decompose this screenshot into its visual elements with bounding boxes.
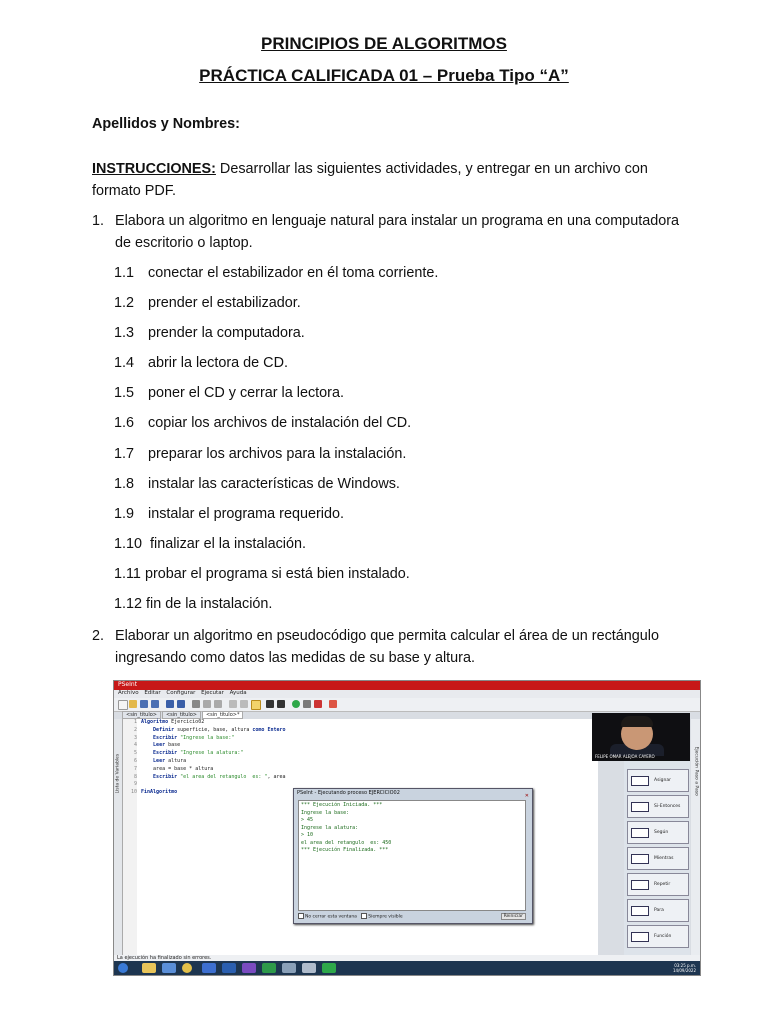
menu-ayuda[interactable]: Ayuda [229, 690, 247, 696]
excel-icon[interactable] [262, 963, 276, 973]
code-text: Algoritmo Ejercicio02 Definir superficie, base, altura como Entero Escribir "Ingrese la base:" Leer base Escribir "Ingrese la alatura:" Leer altura area = base * altura Escribir "el area del retangulo es: ", area FinAlgoritmo [141, 719, 286, 796]
status-text: La ejecución ha finalizado sin errores. [117, 955, 212, 961]
chrome-icon[interactable] [182, 963, 192, 973]
instructions-label: INSTRUCCIONES: [92, 161, 216, 177]
switch-button[interactable]: Según [627, 821, 689, 844]
step-item: 1.3 prender la computadora. [114, 325, 305, 341]
open-folder-icon[interactable] [129, 700, 137, 708]
explorer-icon[interactable] [142, 963, 156, 973]
menu-archivo[interactable]: Archivo [118, 690, 139, 696]
step-item: 1.5 poner el CD y cerrar la lectora. [114, 385, 344, 401]
step-by-step-tab[interactable]: Ejecución Paso a Paso [691, 719, 700, 955]
tab-file-2[interactable]: <sin_titulo> [162, 711, 201, 719]
app-title: PSeInt [118, 681, 138, 688]
help-icon[interactable] [329, 700, 337, 708]
while-button[interactable]: Mientras [627, 847, 689, 870]
clock-time: 03:25 p.m. [674, 963, 696, 968]
step-run-icon[interactable] [303, 700, 311, 708]
clock-date: 14/09/2022 [672, 968, 696, 973]
line-numbers: 1 2 3 4 5 6 7 8 9 10 [123, 719, 137, 955]
page-title: PRINCIPIOS DE ALGORITMOS [261, 34, 507, 53]
zoom-icon[interactable] [202, 963, 216, 973]
pseint-task-icon[interactable] [282, 963, 296, 973]
menu-editar[interactable]: Editar [144, 690, 161, 696]
flowchart-icon[interactable] [266, 700, 274, 708]
step-item: 1.7 preparar los archivos para la instalación. [114, 446, 407, 462]
save-as-icon[interactable] [151, 700, 159, 708]
run-icon[interactable] [292, 700, 300, 708]
menu-configurar[interactable]: Configurar [166, 690, 196, 696]
while-icon [631, 854, 649, 864]
function-button[interactable]: Función [627, 925, 689, 948]
copy-icon[interactable] [203, 700, 211, 708]
switch-icon [631, 828, 649, 838]
instructions-paragraph [92, 158, 692, 202]
format-icon[interactable] [251, 700, 261, 710]
step-item: 1.2 prender el estabilizador. [114, 295, 301, 311]
q1-line2: de escritorio o laptop. [115, 235, 253, 251]
save-icon[interactable] [140, 700, 148, 708]
paste-icon[interactable] [214, 700, 222, 708]
q2-number: 2. [92, 628, 105, 644]
q1-number: 1. [92, 213, 105, 229]
step-item: 1.4 abrir la lectora de CD. [114, 355, 288, 371]
step-item: 1.8 instalar las características de Windows. [114, 476, 400, 492]
ie-icon[interactable] [162, 963, 176, 973]
webcam-overlay [592, 713, 690, 761]
app-icon[interactable] [242, 963, 256, 973]
start-icon[interactable] [118, 963, 128, 973]
assign-button[interactable]: Asignar [627, 769, 689, 792]
menu-ejecutar[interactable]: Ejecutar [201, 690, 224, 696]
window-task-icon[interactable] [302, 963, 316, 973]
page-subtitle: PRÁCTICA CALIFICADA 01 – Prueba Tipo “A” [199, 66, 569, 85]
search-icon[interactable] [240, 700, 248, 708]
step-item: 1.6 copiar los archivos de instalación del CD. [114, 415, 412, 431]
repeat-button[interactable]: Repetir [627, 873, 689, 896]
side-tab-label: Lista de Variables [115, 753, 121, 794]
restart-button[interactable]: Reiniciar [501, 913, 526, 920]
cut-icon[interactable] [192, 700, 200, 708]
instructions-text-2: formato PDF. [92, 183, 176, 199]
tab-file-3[interactable]: <sin_titulo>* [202, 711, 243, 719]
q2-text [115, 625, 695, 669]
function-icon [631, 932, 649, 942]
assign-icon [631, 776, 649, 786]
menu-bar [114, 690, 700, 698]
run-task-icon[interactable] [322, 963, 336, 973]
variables-icon[interactable] [277, 700, 285, 708]
instructions-text: Desarrollar las siguientes actividades, y entregar en un archivo con [215, 161, 648, 177]
toolbar [114, 698, 700, 712]
webcam-label: FELIPE OMAR ALEJOA CAYERO [595, 754, 655, 759]
word-icon[interactable] [222, 963, 236, 973]
step-item: 1.11 probar el programa si está bien instalado. [114, 566, 410, 582]
repeat-icon [631, 880, 649, 890]
system-clock[interactable] [673, 963, 696, 973]
step-item: 1.1 conectar el estabilizador en él toma corriente. [114, 265, 439, 281]
execution-window-title: PSeInt - Ejecutando proceso EJERCICIO02 [297, 790, 400, 796]
always-visible-checkbox[interactable] [361, 913, 367, 919]
pseint-screenshot [113, 680, 701, 976]
step-item: 1.12 fin de la instalación. [114, 596, 273, 612]
student-name-label: Apellidos y Nombres: [92, 116, 240, 132]
if-then-icon [631, 802, 649, 812]
execution-window[interactable] [293, 788, 533, 924]
if-then-button[interactable]: Si-Entonces [627, 795, 689, 818]
for-button[interactable]: Para [627, 899, 689, 922]
redo-icon[interactable] [177, 700, 185, 708]
always-visible-label: Siempre visible [368, 914, 403, 920]
keep-open-checkbox[interactable] [298, 913, 304, 919]
step-item: 1.10 finalizar el la instalación. [114, 536, 306, 552]
step-item: 1.9 instalar el programa requerido. [114, 506, 344, 522]
console-output: *** Ejecución Iniciada. *** Ingrese la base: > 45 Ingrese la alatura: > 10 el area del retangulo es: 450 *** Ejecución Finalizada. *** [298, 800, 526, 911]
for-icon [631, 906, 649, 916]
tab-file-1[interactable]: <sin_titulo> [122, 711, 161, 719]
debug-icon[interactable] [314, 700, 322, 708]
variables-sidebar[interactable] [114, 719, 123, 955]
undo-icon[interactable] [166, 700, 174, 708]
webcam-person-hair [621, 716, 653, 727]
indent-icon[interactable] [229, 700, 237, 708]
q1-line1: Elabora un algoritmo en lenguaje natural para instalar un programa en una computadora [115, 213, 679, 229]
q2-line2: ingresando como datos las medidas de su base y altura. [115, 650, 475, 666]
close-icon[interactable]: ✕ [524, 793, 529, 799]
new-file-icon[interactable] [118, 700, 128, 710]
window-titlebar [114, 681, 700, 690]
q2-line1: Elaborar un algoritmo en pseudocódigo que permita calcular el área de un rectángulo [115, 628, 659, 644]
console-footer [298, 913, 526, 921]
keep-open-label: No cerrar esta ventana [305, 914, 357, 920]
windows-taskbar [114, 961, 700, 975]
editor-tabs [122, 711, 542, 719]
q1-text [115, 210, 695, 254]
